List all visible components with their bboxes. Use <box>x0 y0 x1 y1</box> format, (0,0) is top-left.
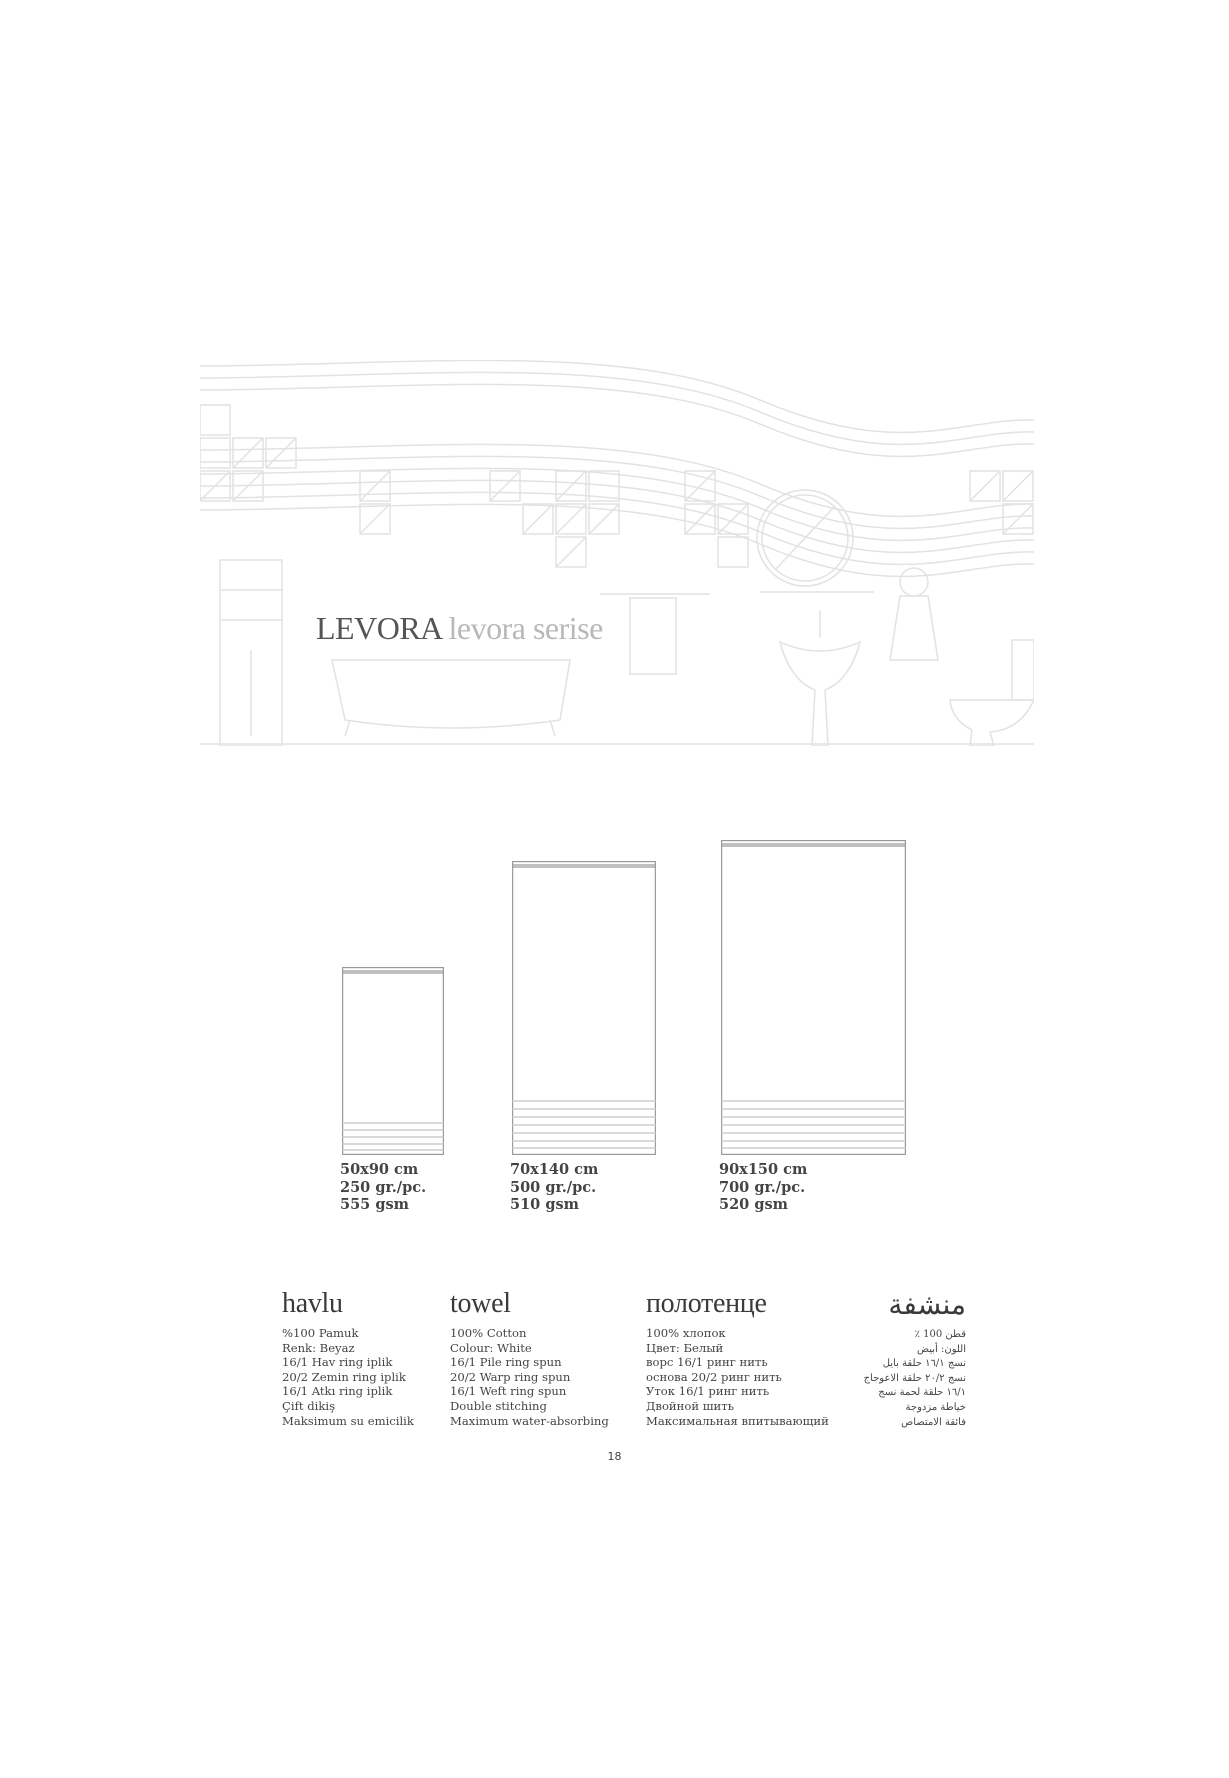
feature-list-turkish <box>282 1326 414 1428</box>
feature-list-arabic <box>850 1328 966 1430</box>
spec-density: 510 gsm <box>510 1196 579 1213</box>
lang-heading-arabic: منشفة <box>888 1290 966 1321</box>
list-item: 16/1 Atkı ring iplik <box>282 1384 393 1399</box>
list-item: 100% хлопок <box>646 1326 726 1340</box>
series-brand: LEVORA <box>316 610 441 646</box>
list-item: Максимальная впитывающий <box>646 1413 829 1428</box>
spec-size: 90x150 cm <box>719 1161 808 1178</box>
spec-density: 555 gsm <box>340 1196 409 1213</box>
feature-list-russian <box>646 1326 829 1428</box>
list-item: نسج ١٦/١ حلقة بايل <box>882 1358 966 1370</box>
spec-small <box>340 1161 426 1214</box>
towel-medium-illustration <box>512 861 656 1155</box>
series-title <box>316 610 603 647</box>
list-item: %100 Pamuk <box>282 1326 359 1340</box>
bathroom-banner <box>200 360 1034 746</box>
list-item: Двойной шить <box>646 1398 735 1413</box>
list-item: اللون: أبيض <box>916 1343 966 1355</box>
list-item: Maximum water-absorbing <box>450 1413 609 1428</box>
spec-size: 50x90 cm <box>340 1161 419 1178</box>
lang-heading-russian: полотенце <box>646 1288 767 1319</box>
list-item: Çift dikiş <box>282 1398 336 1413</box>
spec-weight: 250 gr./pc. <box>340 1178 427 1196</box>
towel-large-illustration <box>721 840 906 1155</box>
list-item: 16/1 Weft ring spun <box>450 1384 567 1399</box>
spec-large <box>719 1161 807 1214</box>
list-item: Цвет: Белый <box>646 1340 724 1355</box>
list-item: 100% Cotton <box>450 1326 527 1340</box>
list-item: 16/1 Hav ring iplik <box>282 1355 393 1370</box>
lang-heading-turkish: havlu <box>282 1288 343 1319</box>
list-item: ворс 16/1 ринг нить <box>646 1355 768 1370</box>
lang-column-turkish <box>282 1288 414 1428</box>
list-item: نسج ٢٠/٢ حلقة الاعوجاج <box>863 1372 966 1384</box>
spec-weight: 700 gr./pc. <box>719 1178 806 1196</box>
feature-list-english <box>450 1326 609 1428</box>
spec-weight: 500 gr./pc. <box>510 1178 597 1196</box>
series-subtitle: levora serise <box>448 610 603 646</box>
list-item: قطن 100 ٪ <box>914 1329 966 1340</box>
list-item: 20/2 Zemin ring iplik <box>282 1369 406 1384</box>
list-item: 20/2 Warp ring spun <box>450 1369 571 1384</box>
page-number: 18 <box>607 1450 622 1463</box>
list-item: основа 20/2 ринг нить <box>646 1369 782 1384</box>
list-item: خياطة مزدوجة <box>905 1401 966 1413</box>
spec-size: 70x140 cm <box>510 1161 599 1178</box>
list-item: Double stitching <box>450 1398 547 1413</box>
list-item: فائقة الامتصاص <box>901 1416 966 1428</box>
list-item: Colour: White <box>450 1340 532 1355</box>
spec-density: 520 gsm <box>719 1196 788 1213</box>
lang-column-arabic <box>850 1288 966 1430</box>
list-item: Уток 16/1 ринг нить <box>646 1384 770 1399</box>
list-item: 16/1 Pile ring spun <box>450 1355 562 1370</box>
bathroom-line-illustration <box>200 360 1034 746</box>
lang-column-russian <box>646 1288 829 1428</box>
list-item: Renk: Beyaz <box>282 1340 355 1355</box>
lang-heading-english: towel <box>450 1288 511 1319</box>
lang-column-english <box>450 1288 609 1428</box>
list-item: Maksimum su emicilik <box>282 1413 414 1428</box>
towel-small-illustration <box>342 967 444 1155</box>
list-item: ١٦/١ حلقة لحمة نسج <box>878 1387 966 1399</box>
spec-medium <box>510 1161 598 1214</box>
